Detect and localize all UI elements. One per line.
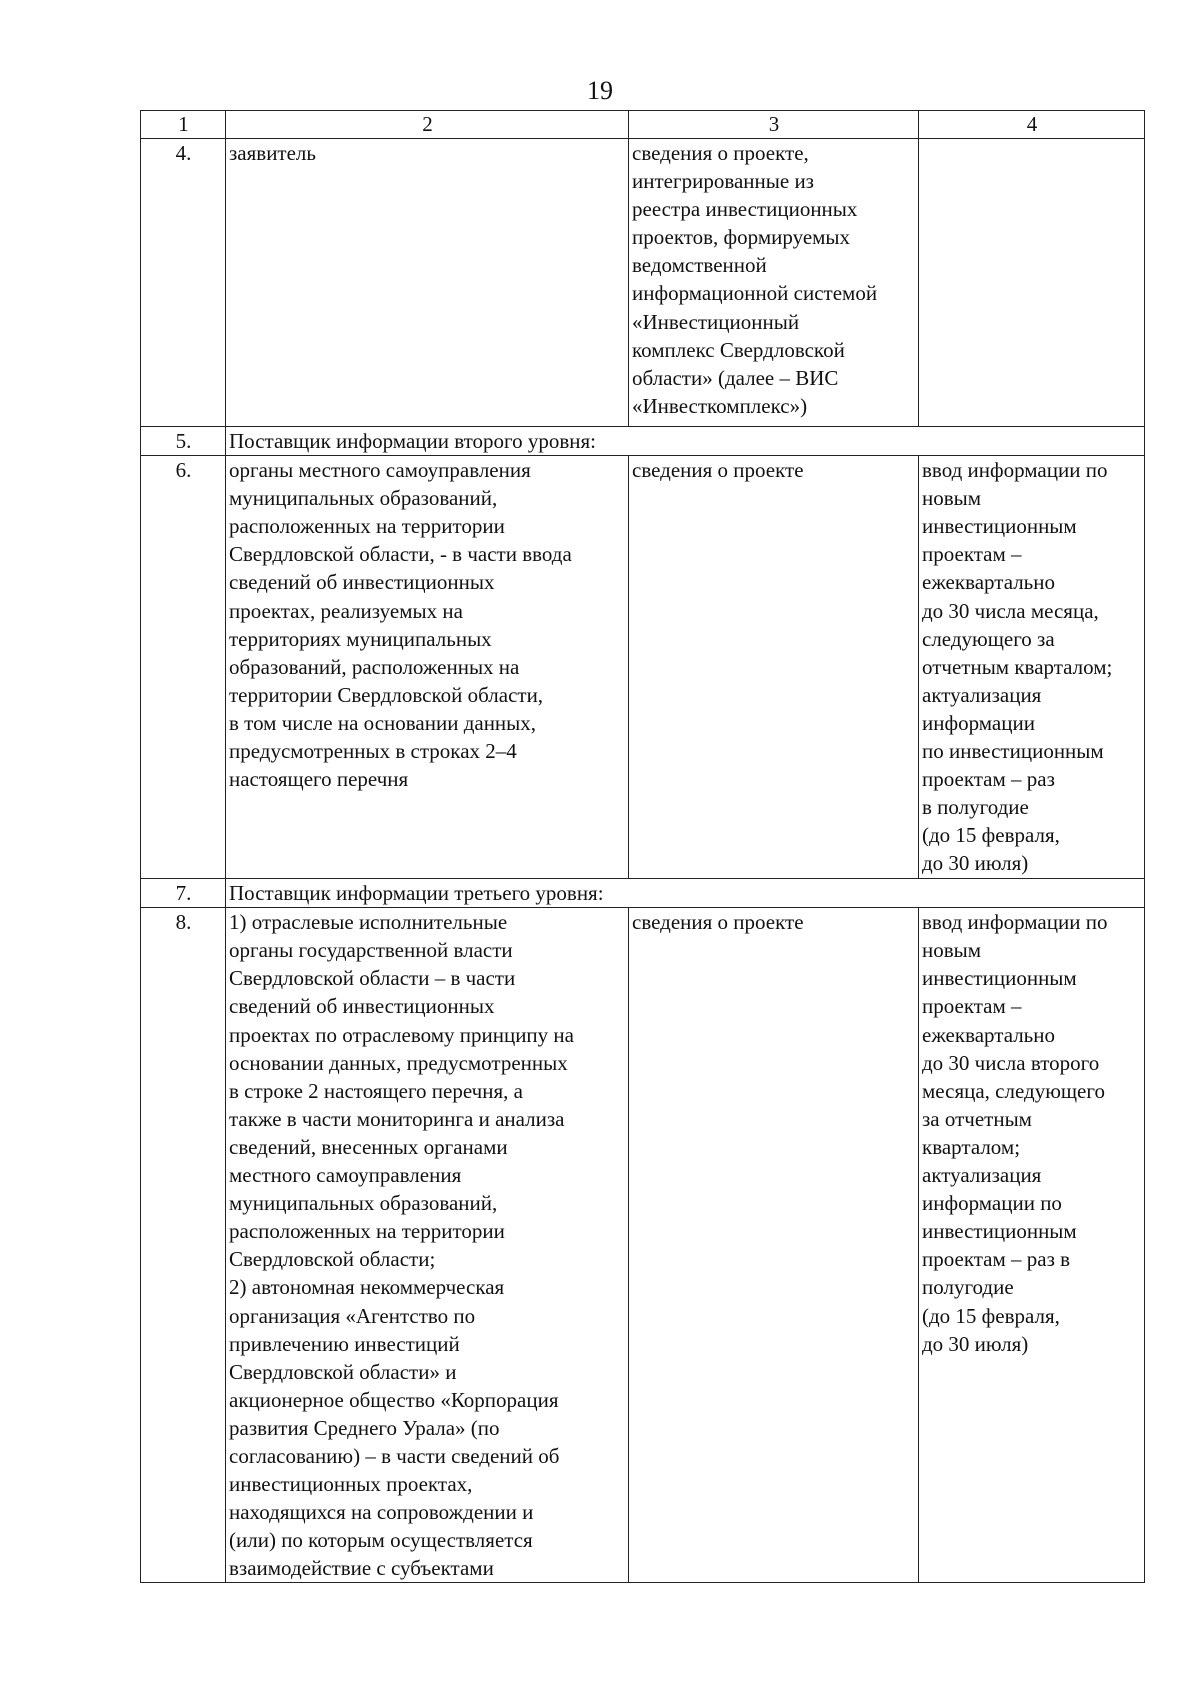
table-row xyxy=(141,908,1145,1583)
header-col-1: 1 xyxy=(141,111,226,139)
data-table xyxy=(140,110,1145,1583)
info-composition-cell: сведения о проекте xyxy=(629,456,919,879)
table-header-row xyxy=(141,111,1145,139)
row-number: 4. xyxy=(141,139,226,427)
row-number: 7. xyxy=(141,879,226,908)
supplier-cell: заявитель xyxy=(226,139,629,427)
schedule-cell: ввод информации по новым инвестиционным проектам – ежеквартально до 30 числа месяца, следующего за отчетным кварталом; актуализация информации по инвестиционным проектам – раз в полугодие (до 15 февраля, до 30 июля) xyxy=(919,456,1145,879)
header-col-3: 3 xyxy=(629,111,919,139)
section-title: Поставщик информации второго уровня: xyxy=(226,427,1145,456)
info-composition-cell: сведения о проекте xyxy=(629,908,919,1583)
row-number: 6. xyxy=(141,456,226,879)
table-row xyxy=(141,139,1145,427)
schedule-cell: ввод информации по новым инвестиционным проектам – ежеквартально до 30 числа второго месяца, следующего за отчетным кварталом; актуализация информации по инвестиционным проектам – раз в полугодие (до 15 февраля, до 30 июля) xyxy=(919,908,1145,1583)
table-section-row xyxy=(141,879,1145,908)
header-col-2: 2 xyxy=(226,111,629,139)
supplier-cell: 1) отраслевые исполнительные органы государственной власти Свердловской области – в части сведений об инвестиционных проектах по отраслевому принципу на основании данных, предусмотренных в строке 2 настоящего перечня, а также в части мониторинга и анализа сведений, внесенных органами местного самоуправления муниципальных образований, расположенных на территории Свердловской области; 2) автономная некоммерческая организация «Агентство по привлечению инвестиций Свердловской области» и акционерное общество «Корпорация развития Среднего Урала» (по согласованию) – в части сведений об инвестиционных проектах, находящихся на сопровождении и (или) по которым осуществляется взаимодействие с субъектами xyxy=(226,908,629,1583)
header-col-4: 4 xyxy=(919,111,1145,139)
table-section-row xyxy=(141,427,1145,456)
schedule-cell xyxy=(919,139,1145,427)
table-row xyxy=(141,456,1145,879)
info-composition-cell: сведения о проекте, интегрированные из реестра инвестиционных проектов, формируемых ведомственной информационной системой «Инвестиционный комплекс Свердловской области» (далее – ВИС «Инвесткомплекс») xyxy=(629,139,919,427)
section-title: Поставщик информации третьего уровня: xyxy=(226,879,1145,908)
supplier-cell: органы местного самоуправления муниципальных образований, расположенных на территории Свердловской области, - в части ввода сведений об инвестиционных проектах, реализуемых на территориях муниципальных образований, расположенных на территории Свердловской области, в том числе на основании данных, предусмотренных в строках 2–4 настоящего перечня xyxy=(226,456,629,879)
page-number: 19 xyxy=(587,76,613,105)
row-number: 5. xyxy=(141,427,226,456)
row-number: 8. xyxy=(141,908,226,1583)
